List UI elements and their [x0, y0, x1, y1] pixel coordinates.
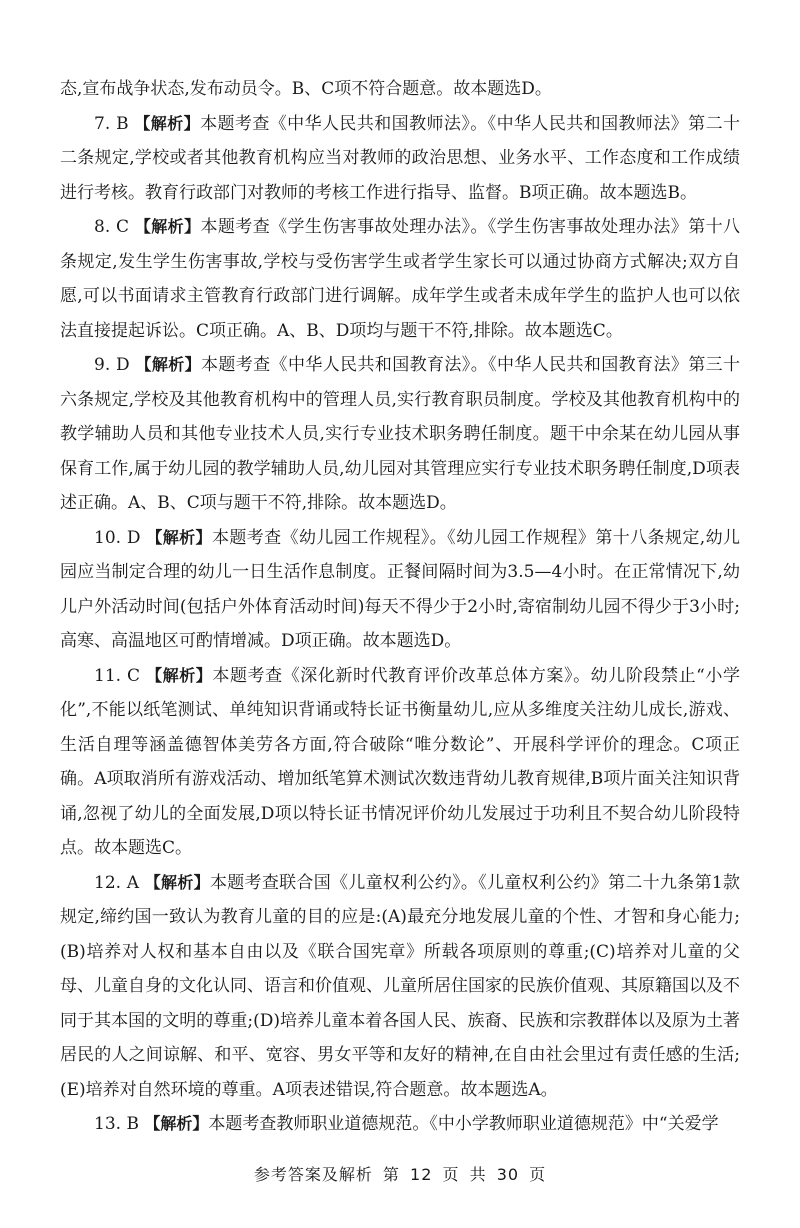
paragraph-text: 本题考查教师职业道德规范。《中小学教师职业道德规范》中“关爱学	[208, 1114, 719, 1134]
analysis-tag: 【解析】	[135, 355, 202, 374]
answer-item-8	[60, 210, 740, 348]
answer-letter: D	[126, 527, 141, 548]
answer-item-13	[60, 1107, 740, 1142]
analysis-tag: 【解析】	[144, 872, 210, 892]
analysis-tag: 【解析】	[146, 527, 212, 547]
answer-item-9	[60, 348, 740, 521]
question-number: 9.	[94, 355, 111, 375]
paragraph-text: 本题考查《学生伤害事故处理办法》。《学生伤害事故处理办法》第十八条规定,发生学生伤害事故,学校与受伤害学生或者学生家长可以通过协商方式解决;双方自愿,可以书面请求主管教育行政部门进行调解。成年学生或者未成年学生的监护人也可以依法直接提起诉讼。C项正确。A、B、D项均与题干不符,排除。故本题选C。	[60, 217, 741, 341]
analysis-tag: 【解析】	[146, 665, 213, 685]
footer-label: 参考答案及解析	[253, 1165, 373, 1184]
analysis-tag: 【解析】	[134, 217, 201, 236]
question-number: 8.	[94, 217, 111, 237]
answer-letter: C	[116, 217, 130, 237]
paragraph-continuation	[60, 72, 740, 107]
footer-page-number: 12	[410, 1165, 433, 1184]
footer-total-word: 共	[469, 1165, 487, 1184]
answer-item-7	[60, 107, 740, 211]
answer-explanations	[60, 72, 740, 1142]
paragraph-text: 本题考查《幼儿园工作规程》。《幼儿园工作规程》第十八条规定,幼儿园应当制定合理的幼儿一日生活作息制度。正餐间隔时间为3.5—4小时。在正常情况下,幼儿户外活动时间(包括户外体育活动时间)每天不得少于2小时,寄宿制幼儿园不得少于3小时;高寒、高温地区可酌情增减。D项正确。故本题选D。	[60, 527, 740, 651]
paragraph-text: 本题考查《中华人民共和国教育法》。《中华人民共和国教育法》第三十六条规定,学校及其他教育机构中的管理人员,实行教育职员制度。学校及其他教育机构中的教学辅助人员和其他专业技术人员,实行专业技术职务聘任制度。题干中余某在幼儿园从事保育工作,属于幼儿园的教学辅助人员,幼儿园对其管理应实行专业技术职务聘任制度,D项表述正确。A、B、C项与题干不符,排除。故本题选D。	[60, 355, 740, 513]
question-number: 13.	[94, 1114, 122, 1134]
answer-letter: D	[116, 355, 130, 375]
analysis-tag: 【解析】	[144, 1114, 209, 1133]
paragraph-text: 态,宣布战争状态,发布动员令。B、C项不符合题意。故本题选D。	[60, 79, 552, 99]
question-number: 10.	[94, 527, 122, 548]
footer-page-word: 第	[382, 1165, 400, 1184]
page-footer	[0, 1162, 800, 1185]
analysis-tag: 【解析】	[134, 113, 201, 133]
question-number: 11.	[94, 665, 122, 686]
answer-letter: A	[126, 872, 140, 893]
answer-item-10	[60, 521, 740, 659]
footer-page-unit: 页	[442, 1165, 460, 1184]
question-number: 7.	[94, 113, 111, 134]
answer-item-12	[60, 866, 740, 1108]
answer-letter: C	[127, 665, 141, 686]
question-number: 12.	[94, 872, 122, 893]
footer-total-number: 30	[496, 1165, 520, 1184]
paragraph-text: 本题考查《深化新时代教育评价改革总体方案》。幼儿阶段禁止“小学化”,不能以纸笔测试、单纯知识背诵或特长证书衡量幼儿,应从多维度关注幼儿成长,游戏、生活自理等涵盖德智体美劳各方面,符合破除“唯分数论”、开展科学评价的理念。C项正确。A项取消所有游戏活动、增加纸笔算术测试次数违背幼儿教育规律,B项片面关注知识背诵,忽视了幼儿的全面发展,D项以特长证书情况评价幼儿发展过于功利且不契合幼儿阶段特点。故本题选C。	[60, 665, 741, 858]
paragraph-text: 本题考查联合国《儿童权利公约》。《儿童权利公约》第二十九条第1款规定,缔约国一致认为教育儿童的目的应是:(A)最充分地发展儿童的个性、才智和身心能力;(B)培养对人权和基本自由以及《联合国宪章》所载各项原则的尊重;(C)培养对儿童的父母、儿童自身的文化认同、语言和价值观、儿童所居住国家的民族价值观、其原籍国以及不同于其本国的文明的尊重;(D)培养儿童本着各国人民、族裔、民族和宗教群体以及原为土著居民的人之间谅解、和平、宽容、男女平等和友好的精神,在自由社会里过有责任感的生活;(E)培养对自然环境的尊重。A项表述错误,符合题意。故本题选A。	[60, 872, 740, 1100]
answer-item-11	[60, 659, 740, 866]
footer-total-unit: 页	[529, 1165, 547, 1184]
paragraph-text: 本题考查《中华人民共和国教师法》。《中华人民共和国教师法》第二十二条规定,学校或者其他教育机构应当对教师的政治思想、业务水平、工作态度和工作成绩进行考核。教育行政部门对教师的考核工作进行指导、监督。B项正确。故本题选B。	[60, 113, 740, 203]
answer-letter: B	[126, 1114, 139, 1134]
answer-letter: B	[116, 113, 129, 134]
